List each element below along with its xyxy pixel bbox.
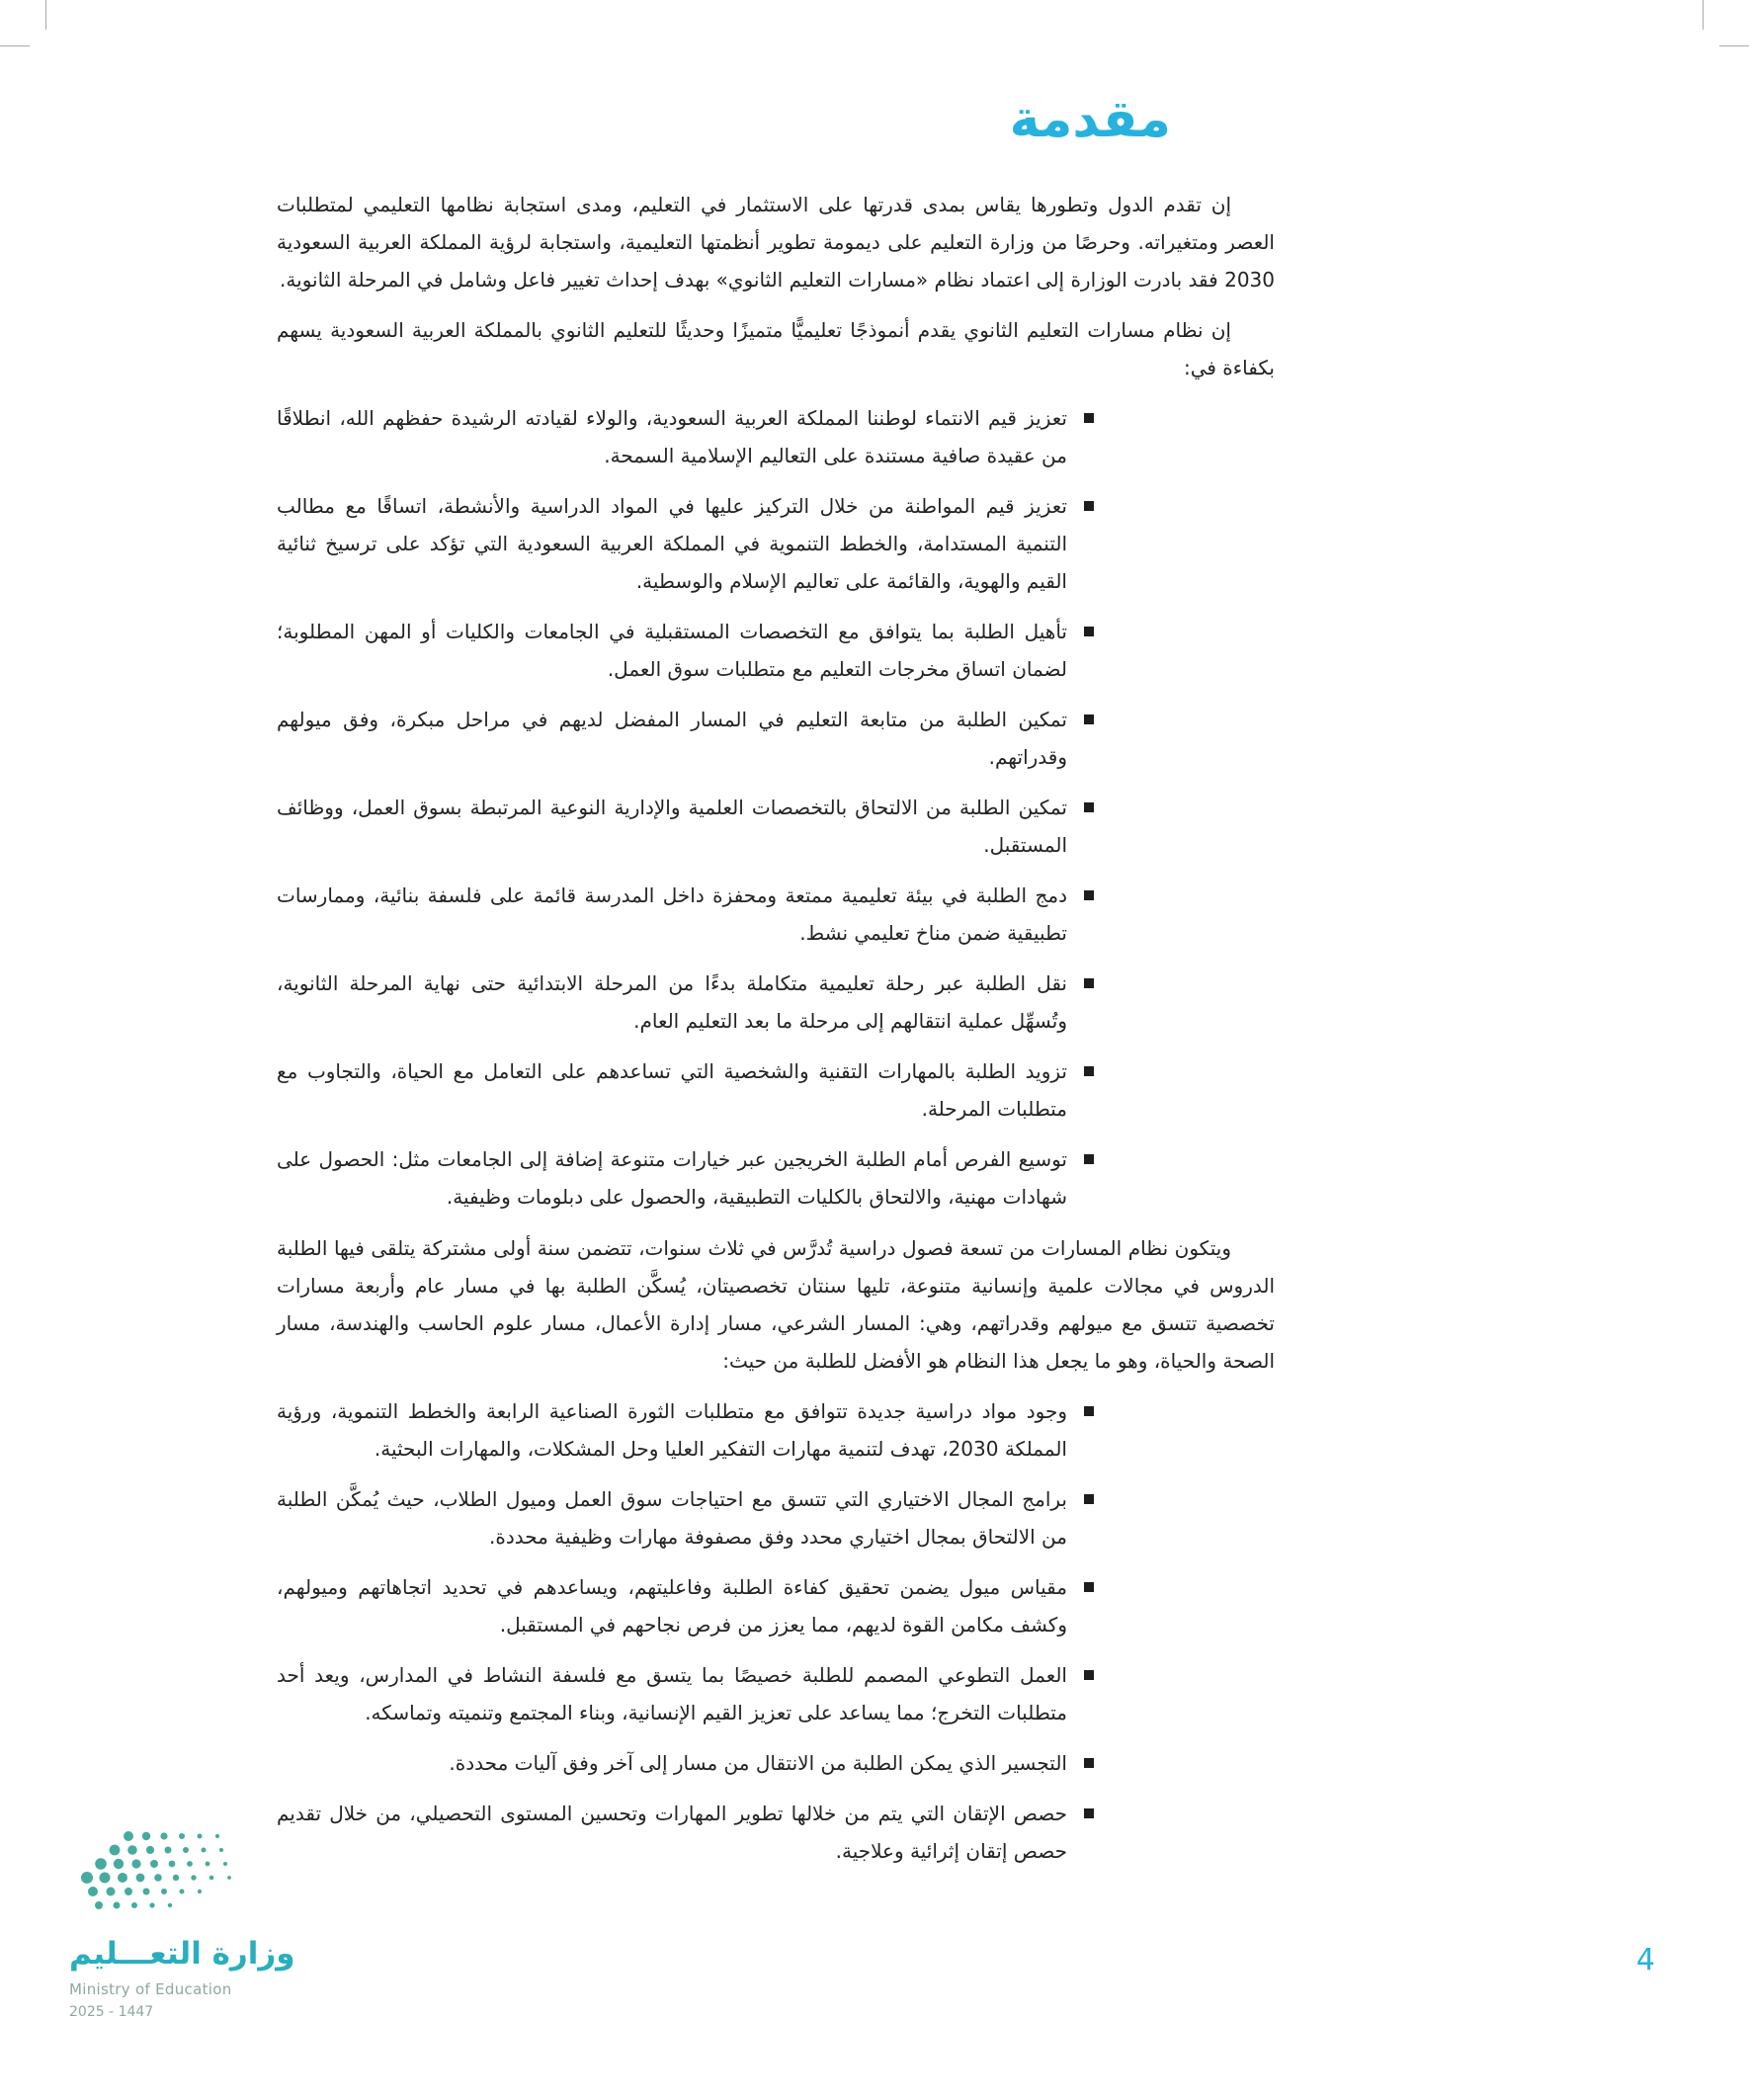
bullet-list-second	[277, 1392, 1275, 1870]
intro-paragraph-1: إن تقدم الدول وتطورها يقاس بمدى قدرتها على الاستثمار في التعليم، ومدى استجابة نظامها التعليمي لمتطلبات العصر ومتغيراته. وحرصًا من وزارة التعليم على ديمومة تطوير أنظمتها التعليمية، واستجابة لرؤية المملكة العربية السعودية 2030 فقد بادرت الوزارة إلى اعتماد نظام «مسارات التعليم الثانوي» بهدف إحداث تغيير فاعل وشامل في المرحلة الثانوية.	[277, 193, 1275, 292]
crop-mark-top-left-vertical	[45, 0, 46, 30]
bullet-square-icon	[1084, 1494, 1094, 1504]
list-item	[277, 1052, 1067, 1128]
bullet-text: برامج المجال الاختياري التي تتسق مع احتياجات سوق العمل وميول الطلاب، حيث يُمكَّن الطلبة من الالتحاق بمجال اختياري محدد وفق مصفوفة مهارات وظيفية محددة.	[277, 1487, 1067, 1549]
ministry-name-arabic: وزارة التعـــليم	[69, 1936, 295, 1972]
bullet-text: دمج الطلبة في بيئة تعليمية ممتعة ومحفزة داخل المدرسة قائمة على فلسفة بنائية، وممارسات تطبيقية ضمن مناخ تعليمي نشط.	[277, 883, 1067, 945]
ministry-brand	[69, 1826, 306, 2020]
bullet-square-icon	[1084, 1154, 1094, 1164]
list-item	[277, 965, 1067, 1040]
bullet-square-icon	[1084, 1582, 1094, 1592]
list-item	[277, 1480, 1067, 1555]
bullet-text: تأهيل الطلبة بما يتوافق مع التخصصات المستقبلية في الجامعات والكليات أو المهن المطلوبة؛ لضمان اتساق مخرجات التعليم مع متطلبات سوق العمل.	[277, 620, 1067, 681]
bullet-text: تعزيز قيم المواطنة من خلال التركيز عليها في المواد الدراسية والأنشطة، اتساقًا مع مطالب التنمية المستدامة، والخطط التنموية في المملكة العربية السعودية التي تؤكد على ترسيخ ثنائية القيم والهوية، والقائمة على تعاليم الإسلام والوسطية.	[277, 494, 1067, 593]
list-item	[277, 877, 1067, 952]
bullet-square-icon	[1084, 627, 1094, 636]
intro-paragraph-2: إن نظام مسارات التعليم الثانوي يقدم أنموذجًا تعليميًّا متميزًا وحديثًا للتعليم الثانوي بالمملكة العربية السعودية يسهم بكفاءة في:	[277, 318, 1275, 379]
ministry-logo-dots-icon	[69, 1826, 242, 1920]
list-item	[277, 399, 1067, 474]
list-item	[277, 1568, 1067, 1643]
bullet-square-icon	[1084, 1066, 1094, 1076]
bullet-text: تزويد الطلبة بالمهارات التقنية والشخصية التي تساعدهم على التعامل مع الحياة، والتجاوب مع متطلبات المرحلة.	[277, 1059, 1067, 1121]
page-title: مقدمة	[1009, 90, 1171, 149]
bullet-square-icon	[1084, 802, 1094, 812]
crop-mark-top-right-vertical	[1703, 0, 1704, 30]
bullet-square-icon	[1084, 1670, 1094, 1680]
bullet-text: تمكين الطلبة من متابعة التعليم في المسار المفضل لديهم في مراحل مبكرة، وفق ميولهم وقدراتهم.	[277, 708, 1067, 769]
bullet-list-first	[277, 399, 1275, 1216]
bullet-square-icon	[1084, 1406, 1094, 1416]
bullet-text: العمل التطوعي المصمم للطلبة خصيصًا بما يتسق مع فلسفة النشاط في المدارس، ويعد أحد متطلبات التخرج؛ مما يساعد على تعزيز القيم الإنسانية، وبناء المجتمع وتنميته وتماسكه.	[277, 1663, 1067, 1724]
bullet-square-icon	[1084, 501, 1094, 511]
list-item	[277, 1392, 1067, 1468]
bullet-text: التجسير الذي يمكن الطلبة من الانتقال من مسار إلى آخر وفق آليات محددة.	[449, 1751, 1067, 1775]
bullet-square-icon	[1084, 978, 1094, 988]
bullet-square-icon	[1084, 890, 1094, 900]
list-item	[277, 1140, 1067, 1216]
bullet-text: نقل الطلبة عبر رحلة تعليمية متكاملة بدءًا من المرحلة الابتدائية حتى نهاية المرحلة الثانوية، وتُسهِّل عملية انتقالهم إلى مرحلة ما بعد التعليم العام.	[277, 971, 1067, 1033]
bullet-text: تعزيز قيم الانتماء لوطننا المملكة العربية السعودية، والولاء لقيادته الرشيدة حفظهم الله، انطلاقًا من عقيدة صافية مستندة على التعاليم الإسلامية السمحة.	[277, 406, 1067, 467]
main-text-column	[277, 89, 1275, 1884]
bullet-text: وجود مواد دراسية جديدة تتوافق مع متطلبات الثورة الصناعية الرابعة والخطط التنموية، ورؤية المملكة 2030، تهدف لتنمية مهارات التفكير العليا وحل المشكلات، والمهارات البحثية.	[277, 1399, 1067, 1461]
bullet-text: مقياس ميول يضمن تحقيق كفاءة الطلبة وفاعليتهم، ويساعدهم في تحديد اتجاهاتهم وميولهم، وكشف مكامن القوة لديهم، مما يعزز من فرص نجاحهم في المستقبل.	[277, 1575, 1067, 1637]
bullet-text: توسيع الفرص أمام الطلبة الخريجين عبر خيارات متنوعة إضافة إلى الجامعات مثل: الحصول على شهادات مهنية، والالتحاق بالكليات التطبيقية، والحصول على دبلومات وظيفية.	[277, 1147, 1067, 1209]
list-item	[277, 701, 1067, 776]
list-item	[277, 1744, 1067, 1782]
page-number: 4	[1635, 1943, 1655, 1977]
bullet-square-icon	[1084, 714, 1094, 724]
list-item	[277, 789, 1067, 864]
bullet-text: حصص الإتقان التي يتم من خلالها تطوير المهارات وتحسين المستوى التحصيلي، من خلال تقديم حصص إتقان إثرائية وعلاجية.	[277, 1802, 1067, 1863]
list-item	[277, 613, 1067, 688]
ministry-name-english: Ministry of Education	[69, 1980, 232, 1998]
bullet-square-icon	[1084, 1758, 1094, 1768]
bullet-square-icon	[1084, 413, 1094, 423]
list-item	[277, 1795, 1067, 1870]
crop-mark-top-left-horizontal	[0, 45, 30, 46]
overview-paragraph: ويتكون نظام المسارات من تسعة فصول دراسية تُدرَّس في ثلاث سنوات، تتضمن سنة أولى مشتركة يتلقى فيها الطلبة الدروس في مجالات علمية وإنسانية متنوعة، تليها سنتان تخصصيتان، يُسكَّن الطلبة بها في مسار عام وأربعة مسارات تخصصية تتسق مع ميولهم وقدراتهم، وهي: المسار الشرعي، مسار إدارة الأعمال، مسار علوم الحاسب والهندسة، مسار الصحة والحياة، وهو ما يجعل هذا النظام هو الأفضل للطلبة من حيث:	[277, 1236, 1275, 1373]
crop-mark-top-right-horizontal	[1719, 45, 1749, 46]
bullet-text: تمكين الطلبة من الالتحاق بالتخصصات العلمية والإدارية النوعية المرتبطة بسوق العمل، ووظائف المستقبل.	[277, 796, 1067, 857]
bullet-square-icon	[1084, 1808, 1094, 1818]
list-item	[277, 487, 1067, 600]
list-item	[277, 1656, 1067, 1731]
edition-years: 2025 - 1447	[69, 2004, 154, 2020]
